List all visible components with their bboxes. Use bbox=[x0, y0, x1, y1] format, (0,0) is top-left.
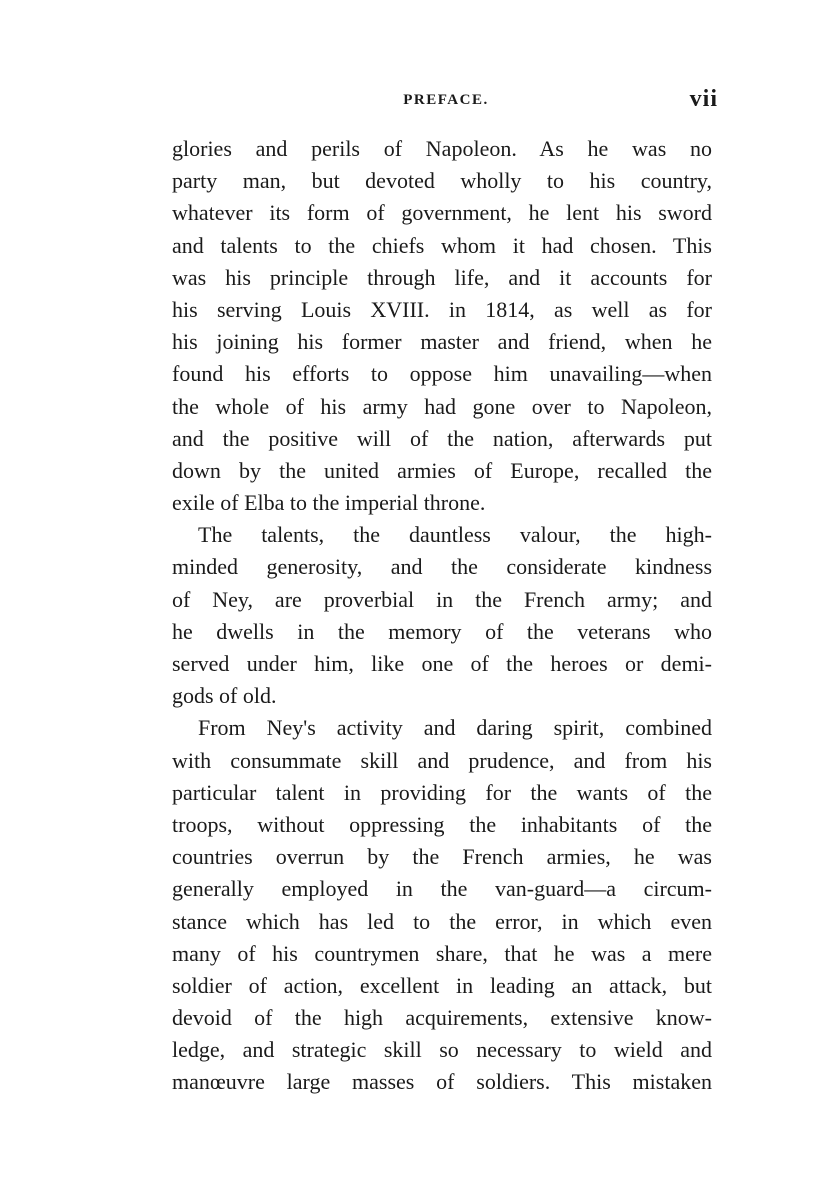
text-line: gods of old. bbox=[172, 683, 277, 709]
body-text bbox=[172, 133, 712, 1099]
text-line: found his efforts to oppose him unavailing—when bbox=[172, 361, 712, 387]
running-head bbox=[172, 88, 720, 118]
text-line: the whole of his army had gone over to Napoleon, bbox=[172, 393, 712, 419]
text-line: was his principle through life, and it accounts for bbox=[172, 264, 712, 290]
text-line: soldier of action, excellent in leading an attack, but bbox=[172, 972, 712, 998]
text-line: his joining his former master and friend, when he bbox=[172, 329, 712, 355]
text-line: party man, but devoted wholly to his country, bbox=[172, 168, 712, 194]
text-line: From Ney's activity and daring spirit, combined bbox=[198, 715, 712, 741]
text-line: with consummate skill and prudence, and from his bbox=[172, 747, 712, 773]
text-line: stance which has led to the error, in which even bbox=[172, 908, 712, 934]
text-line: served under him, like one of the heroes or demi- bbox=[172, 651, 712, 676]
text-line: and talents to the chiefs whom it had chosen. This bbox=[172, 232, 712, 258]
text-line: many of his countrymen share, that he was a mere bbox=[172, 940, 712, 966]
text-line: exile of Elba to the imperial throne. bbox=[172, 490, 486, 516]
text-line: he dwells in the memory of the veterans who bbox=[172, 618, 712, 644]
text-line: his serving Louis XVIII. in 1814, as well as for bbox=[172, 296, 712, 322]
text-line: countries overrun by the French armies, he was bbox=[172, 844, 712, 870]
page-number: vii bbox=[689, 86, 718, 112]
text-line: minded generosity, and the considerate kindness bbox=[172, 554, 712, 580]
text-line: of Ney, are proverbial in the French army; and bbox=[172, 586, 712, 612]
text-line: generally employed in the van-guard—a circum- bbox=[172, 876, 712, 902]
text-line: devoid of the high acquirements, extensive know- bbox=[172, 1005, 712, 1031]
text-line: The talents, the dauntless valour, the high- bbox=[198, 522, 712, 548]
text-line: manœuvre large masses of soldiers. This mistaken bbox=[172, 1069, 712, 1095]
text-line: particular talent in providing for the wants of the bbox=[172, 779, 712, 805]
text-line: glories and perils of Napoleon. As he was no bbox=[172, 136, 712, 161]
text-line: down by the united armies of Europe, recalled the bbox=[172, 457, 712, 483]
text-line: troops, without oppressing the inhabitants of the bbox=[172, 811, 712, 837]
text-line: ledge, and strategic skill so necessary to wield and bbox=[172, 1037, 712, 1063]
page-header-title: PREFACE. bbox=[403, 92, 489, 108]
text-line: whatever its form of government, he lent his sword bbox=[172, 200, 712, 226]
text-line: and the positive will of the nation, afterwards put bbox=[172, 425, 712, 451]
